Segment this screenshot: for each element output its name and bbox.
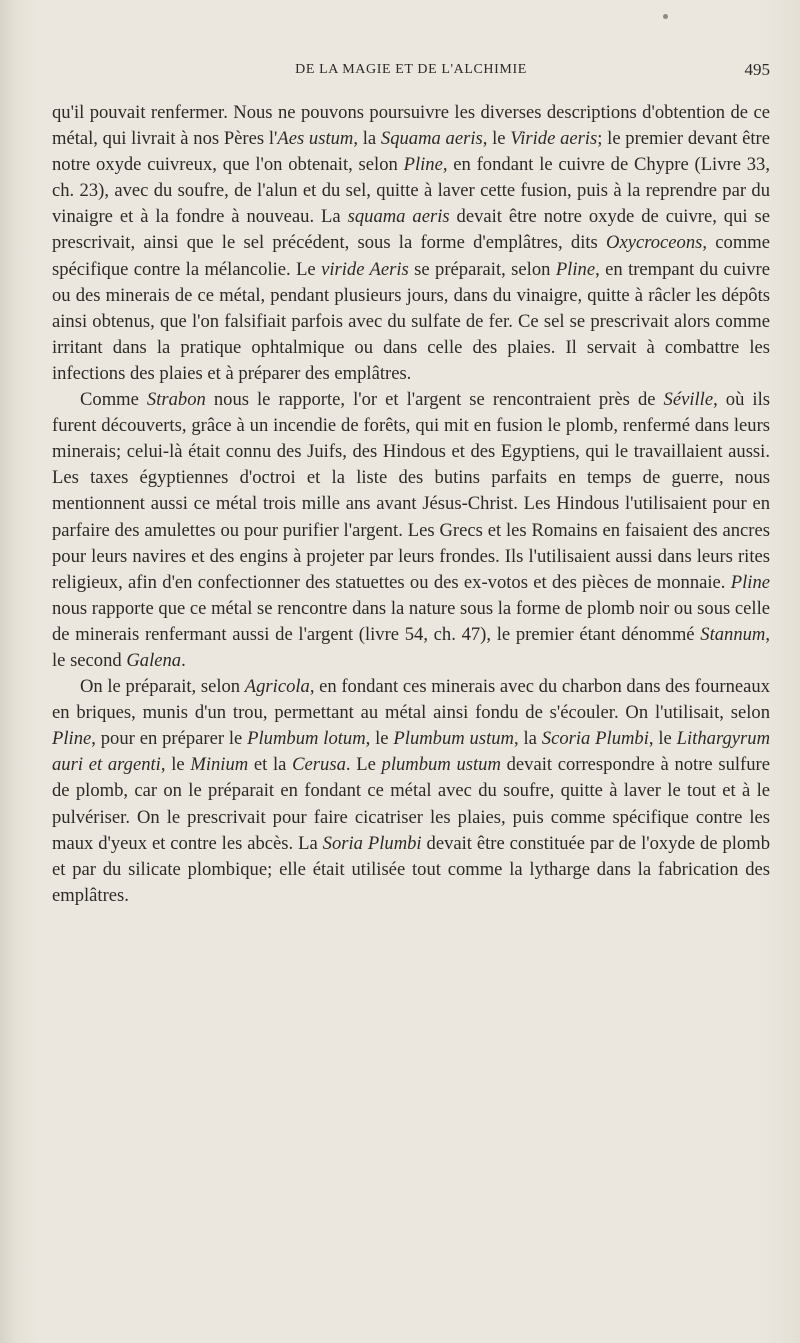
italic-term: Squama aeris — [380, 128, 483, 150]
page-number: 495 — [744, 60, 770, 79]
text-run: se préparait, selon — [408, 258, 556, 280]
italic-term: viride Aeris — [321, 258, 409, 280]
paragraph — [52, 387, 770, 674]
running-title: DE LA MAGIE ET DE L'ALCHIMIE — [295, 62, 527, 77]
text-run: , la — [353, 128, 381, 150]
italic-term: Plumbum ustum — [393, 728, 514, 750]
italic-term: Lithargyrum auri et argenti — [52, 728, 770, 776]
italic-term: Séville — [663, 389, 714, 411]
text-run: , le — [482, 128, 511, 150]
text-run: , en fondant le cuivre de Chypre (Livre 33, ch. 23), avec du soufre, de l'alun et du sel, quitte à laver cette fusion, puis à la reprendre par du vinaigre et à la fondre à nouveau. La — [52, 154, 770, 228]
italic-term: Pline — [52, 728, 92, 750]
italic-term: Aes ustum — [277, 128, 354, 150]
text-run: . Le — [345, 754, 382, 776]
text-run: devait être constituée par de l'oxyde de plomb et par du silicate plombique; elle était utilisée tout comme la lytharge dans la fabrication des emplâtres. — [52, 832, 770, 906]
italic-term: Scoria Plumbi — [541, 728, 649, 750]
text-run: et la — [248, 754, 293, 776]
italic-term: Pline — [403, 154, 443, 176]
text-run: , en fondant ces minerais avec du charbon dans des fourneaux en briques, munis d'un trou, permettant au métal ainsi fondu de s'écouler. On l'utilisait, selon — [52, 676, 771, 724]
paragraph — [52, 100, 770, 387]
text-run: devait être notre oxyde de cuivre, qui se prescrivait, ainsi que le sel précédent, sous la forme d'emplâtres, dits — [52, 206, 770, 254]
text-run: Comme — [80, 389, 147, 411]
text-run: , où ils furent découverts, grâce à un incendie de forêts, qui mit en fusion le plomb, renfermé dans leurs minerais; celui-là était connu des Juifs, des Hindous et des Egyptiens, qui le travaillaient aussi. Les taxes égyptiennes d'octroi et la liste des butins parfaits en temps de guerre, nous mentionnent aussi ce métal trois mille ans avant Jésus-Christ. Les Hindous l'utilisaient pour en parfaire des amulettes ou pour purifier l'argent. Les Grecs et les Romains en faisaient des ancres pour leurs navires et des engins à projeter par leurs frondes. Ils l'utilisaient aussi dans leurs rites religieux, afin d'en confectionner des statuettes ou des ex-votos et des pièces de monnaie. — [52, 389, 770, 593]
text-run: , pour en préparer le — [91, 728, 248, 750]
text-run: . — [181, 649, 186, 671]
ink-speck — [663, 14, 668, 19]
text-run: nous rapporte que ce métal se rencontre dans la nature sous la forme de plomb noir ou sous celle de minerais renfermant aussi de l'argent (livre 54, ch. 47), le premier étant dénommé — [52, 597, 770, 645]
text-run: devait correspondre à notre sulfure de plomb, car on le préparait en fondant ce métal avec du soufre, quitte à laver le tout et à le pulvériser. On le prescrivait pour faire cicatriser les plaies, puis comme spécifique contre les maux d'yeux et contre les abcès. La — [52, 754, 770, 854]
paragraph — [52, 674, 770, 909]
text-run: , le — [365, 728, 394, 750]
text-run: ; le premier devant être notre oxyde cuivreux, que l'on obtenait, selon — [52, 128, 770, 176]
text-run: , comme spécifique contre la mélancolie. Le — [52, 232, 771, 280]
italic-term: Cerusa — [292, 754, 346, 776]
text-run: On le préparait, selon — [80, 676, 245, 698]
italic-term: Strabon — [146, 389, 206, 411]
text-run: , la — [513, 728, 542, 750]
italic-term: Pline — [730, 571, 770, 593]
text-run: , en trempant du cuivre ou des minerais de ce métal, pendant plusieurs jours, dans du vinaigre, quitte à râcler les dépôts ainsi obtenus, que l'on falsifiait parfois avec du sulfate de fer. Ce sel se prescrivait alors comme irritant dans la pratique ophtalmique ou dans celle des plaies. Il servait à combattre les infections des plaies et à préparer des emplâtres. — [52, 258, 770, 384]
running-head — [52, 62, 770, 84]
text-run: , le — [160, 754, 191, 776]
italic-term: Galena — [126, 649, 182, 671]
italic-term: plumbum ustum — [381, 754, 501, 776]
italic-term: Soria Plumbi — [322, 832, 422, 854]
italic-term: Minium — [190, 754, 249, 776]
italic-term: Agricola — [244, 676, 310, 698]
text-run: qu'il pouvait renfermer. Nous ne pouvons poursuivre les diverses descriptions d'obtention de ce métal, qui livrait à nos Pères l' — [52, 102, 770, 150]
italic-term: squama aeris — [347, 206, 450, 228]
italic-term: Plumbum lotum — [247, 728, 366, 750]
italic-term: Viride aeris — [510, 128, 598, 150]
italic-term: Oxycroceons — [606, 232, 703, 254]
body-text — [52, 100, 770, 909]
text-run: , le second — [52, 623, 770, 671]
italic-term: Stannum — [700, 623, 766, 645]
text-run: , le — [648, 728, 677, 750]
text-run: nous le rapporte, l'or et l'argent se rencontraient près de — [205, 389, 664, 411]
italic-term: Pline — [555, 258, 596, 280]
